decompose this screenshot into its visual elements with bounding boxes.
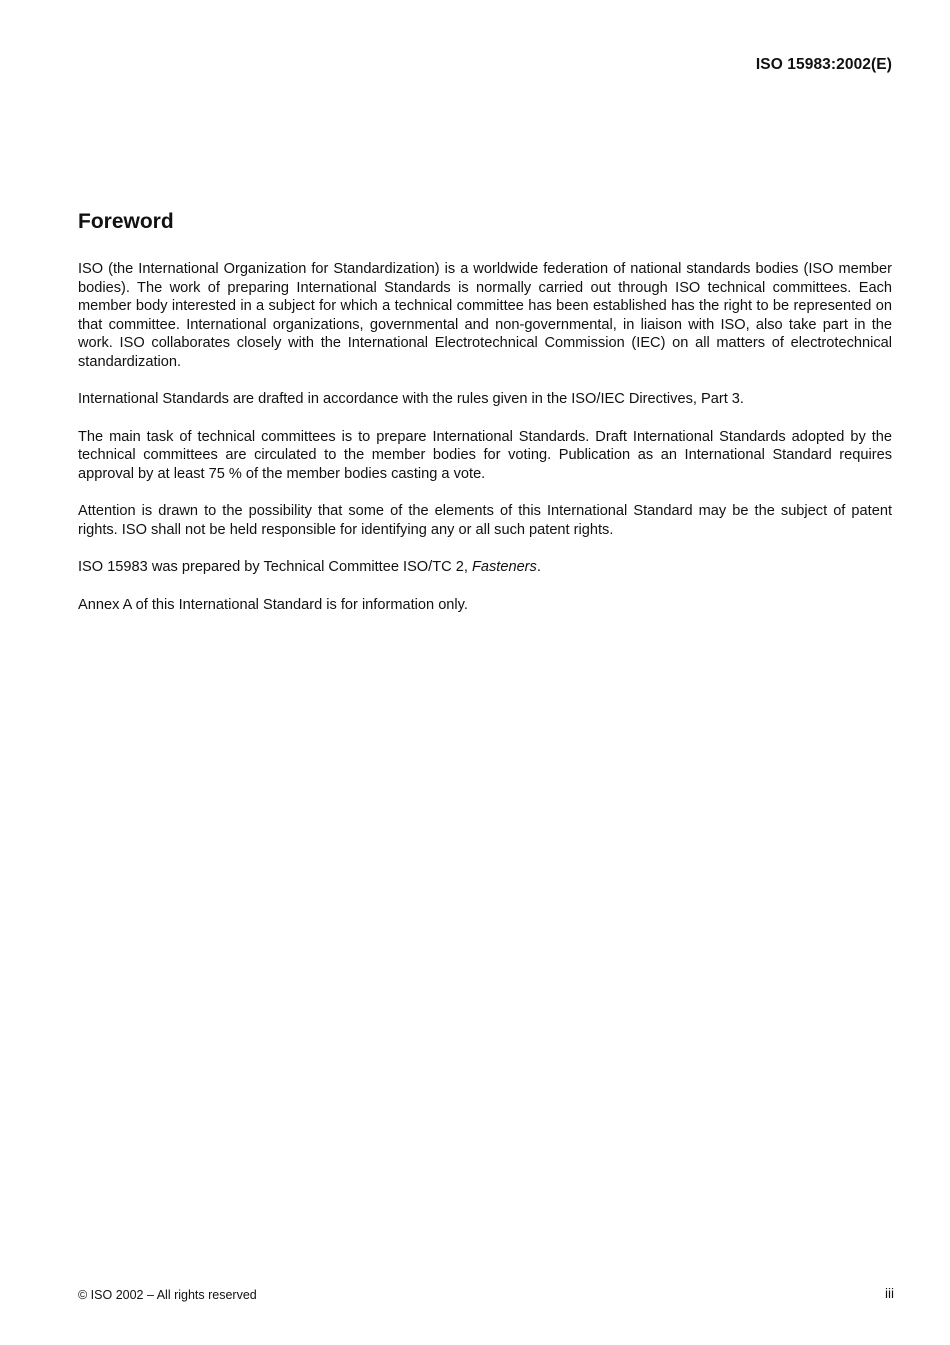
paragraph-committee-task: The main task of technical committees is to prepare International Standards. Draft International Standards adopted by the technical committees are circulated to the member bodies for voting. Publication as an International Standard requires approval by at least 75 % of the member bodies casting a vote.: [78, 428, 892, 482]
prepared-by-text: ISO 15983 was prepared by Technical Committee ISO/TC 2,: [78, 559, 472, 575]
paragraph-directives: International Standards are drafted in accordance with the rules given in the ISO/IEC Directives, Part 3.: [78, 391, 744, 407]
prepared-by-suffix: .: [536, 559, 541, 575]
foreword-section: [78, 208, 892, 633]
document-id-header: ISO 15983:2002(E): [755, 56, 892, 73]
paragraph-iso-federation: ISO (the International Organization for Standardization) is a worldwide federation of national standards bodies (ISO member bodies). The work of preparing International Standards is normally carried out through ISO technical committees. Each member body interested in a subject for which a technical committee has been established has the right to be represented on that committee. International organizations, governmental and non-governmental, in liaison with ISO, also take part in the work. ISO collaborates closely with the International Electrotechnical Commission (IEC) on all matters of electrotechnical standardization.: [78, 261, 892, 370]
paragraph-prepared-by: [78, 558, 892, 577]
paragraph-annex-note: Annex A of this International Standard is for information only.: [78, 596, 468, 613]
committee-title: Fasteners: [471, 559, 537, 575]
paragraph-patent-rights: Attention is drawn to the possibility that some of the elements of this International Standard may be the subject of patent rights. ISO shall not be held responsible for identifying any or all such patent rights.: [78, 503, 892, 538]
copyright-footer: © ISO 2002 – All rights reserved: [78, 1288, 257, 1302]
page-title: Foreword: [78, 210, 174, 233]
page-number: iii: [885, 1286, 894, 1301]
